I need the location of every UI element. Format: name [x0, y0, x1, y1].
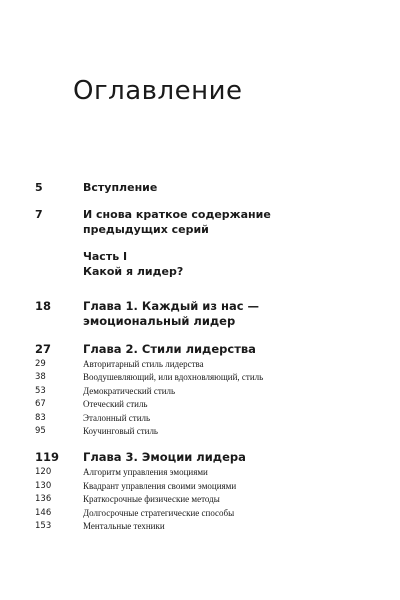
section-page-number: 136: [35, 494, 52, 505]
chapter-title: Глава 3. Эмоции лидера: [83, 450, 246, 465]
toc-section[interactable]: [35, 358, 365, 371]
toc-entry-title: И снова краткое содержание предыдущих серий: [83, 208, 271, 236]
page-title: Оглавление: [73, 76, 243, 106]
section-title: Краткосрочные физические методы: [83, 494, 220, 505]
toc-entry-title: Вступление: [83, 181, 158, 194]
section-title: Авторитарный стиль лидерства: [83, 359, 204, 369]
section-page-number: 53: [35, 385, 46, 396]
chapter-title: Глава 1. Каждый из нас — эмоциональный лидер: [83, 299, 260, 328]
section-page-number: 146: [35, 507, 52, 518]
toc-section[interactable]: [35, 466, 365, 479]
toc-chapter-1[interactable]: [35, 299, 365, 329]
toc-chapter-2[interactable]: [35, 342, 365, 357]
part-label: Часть I: [83, 250, 128, 263]
chapter-title: Глава 2. Стили лидерства: [83, 342, 256, 356]
toc-page-number: 27: [35, 342, 52, 356]
toc-section[interactable]: [35, 493, 365, 506]
section-title: Ментальные техники: [83, 520, 165, 531]
section-title: Квадрант управления своими эмоциями: [83, 480, 237, 491]
toc-part-1: [35, 249, 365, 279]
toc-section[interactable]: [35, 507, 365, 520]
section-title: Алгоритм управления эмоциями: [83, 467, 208, 478]
toc-page-number: 5: [35, 181, 43, 194]
table-of-contents: [35, 180, 365, 533]
toc-section[interactable]: [35, 480, 365, 493]
section-page-number: 29: [35, 359, 46, 369]
section-page-number: 120: [35, 467, 52, 478]
part-title: Какой я лидер?: [83, 265, 184, 278]
toc-entry-intro[interactable]: [35, 180, 365, 195]
section-title: Эталонный стиль: [83, 412, 151, 423]
toc-page-number: 119: [35, 450, 60, 465]
section-page-number: 83: [35, 412, 46, 423]
section-page-number: 95: [35, 425, 46, 436]
toc-section[interactable]: [35, 371, 365, 384]
toc-section[interactable]: [35, 520, 365, 533]
section-page-number: 130: [35, 480, 52, 491]
toc-section[interactable]: [35, 412, 365, 425]
toc-page-number: 7: [35, 208, 43, 221]
section-page-number: 153: [35, 520, 52, 531]
toc-chapter-3[interactable]: [35, 450, 365, 465]
section-title: Отеческий стиль: [83, 399, 148, 410]
toc-section[interactable]: [35, 398, 365, 411]
section-title: Демократический стиль: [83, 385, 176, 396]
toc-section[interactable]: [35, 385, 365, 398]
section-page-number: 38: [35, 372, 46, 383]
section-title: Долгосрочные стратегические способы: [83, 507, 235, 518]
section-title: Воодушевляющий, или вдохновляющий, стиль: [83, 372, 264, 383]
section-title: Коучинговый стиль: [83, 425, 159, 436]
toc-section[interactable]: [35, 425, 365, 438]
section-page-number: 67: [35, 399, 46, 410]
toc-page-number: 18: [35, 299, 52, 313]
toc-entry-recap[interactable]: [35, 207, 365, 237]
